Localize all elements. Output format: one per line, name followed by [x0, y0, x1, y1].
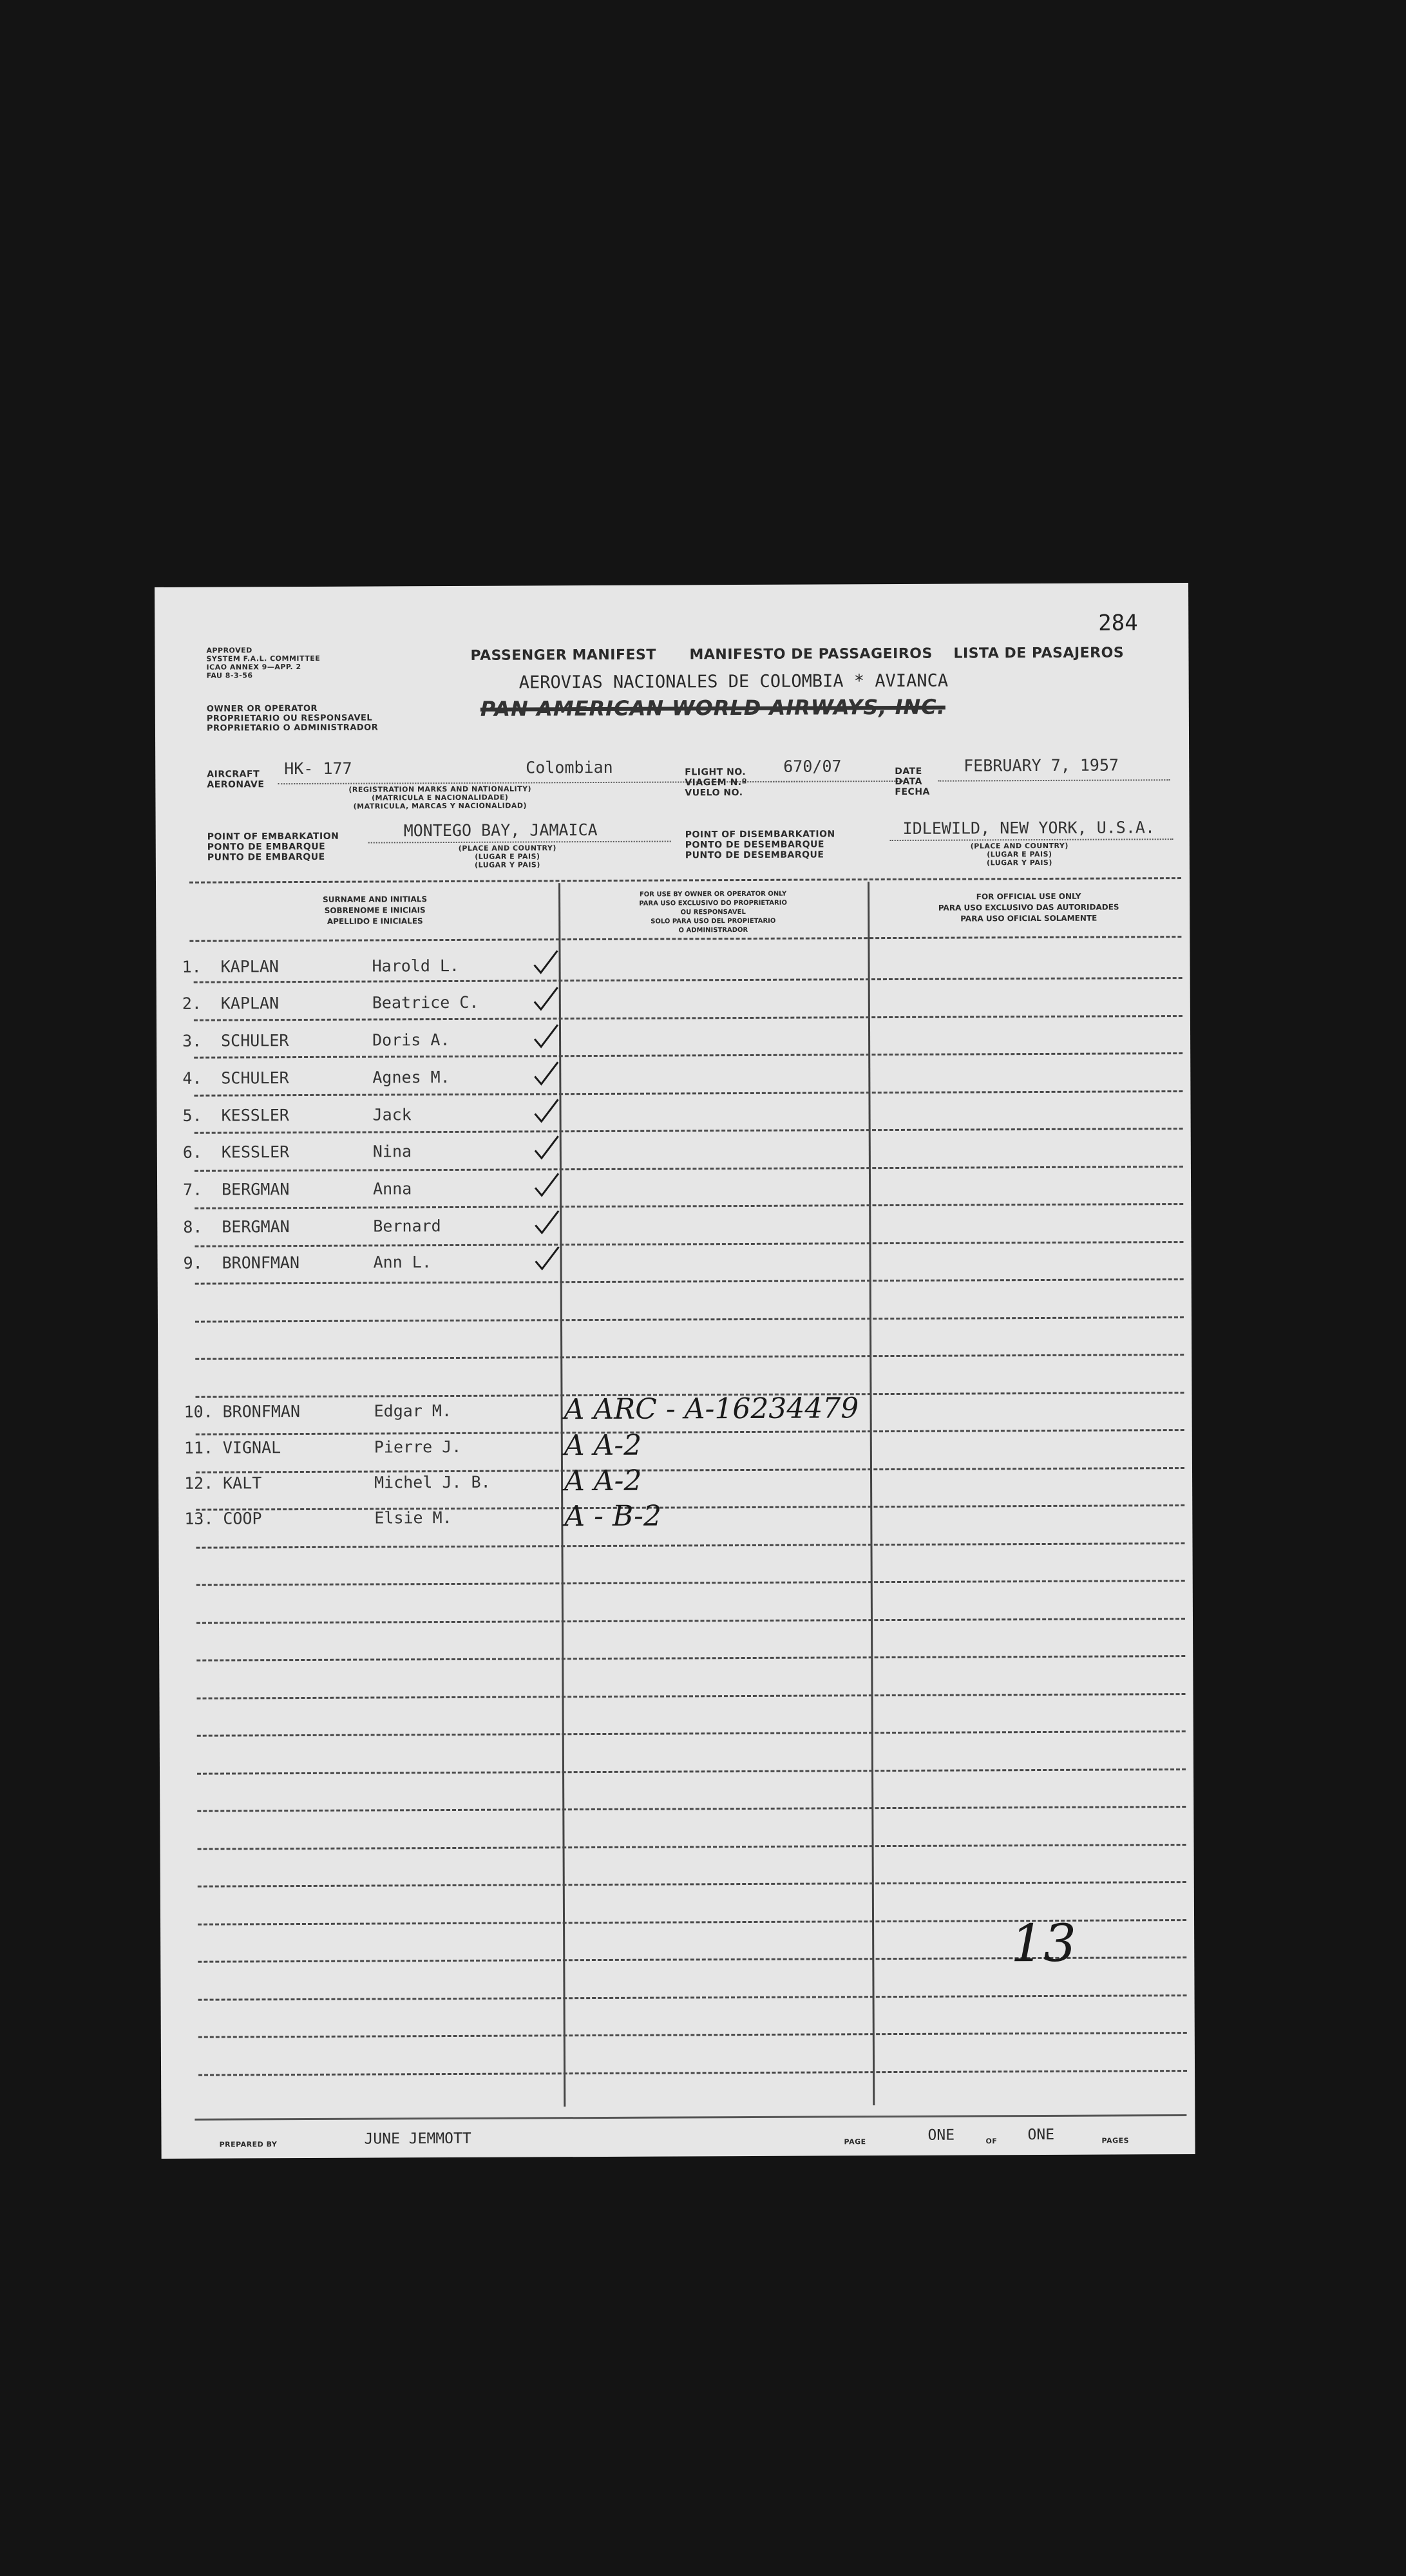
col1-header-es: APELLIDO E INICIALES [327, 916, 423, 926]
date-label-es: FECHA [895, 786, 930, 797]
checkmark-icon [534, 1245, 560, 1271]
flight-label-pt: VIAGEM N.º [685, 777, 748, 788]
flight-number-value: 670/07 [783, 757, 842, 776]
flight-underline [770, 781, 906, 782]
owner-label-pt: PROPRIETARIO OU RESPONSAVEL [206, 713, 373, 724]
place-note-pt: (LUGAR E PAIS) [987, 849, 1052, 859]
date-label-pt: DATA [895, 776, 923, 787]
passenger-surname: KAPLAN [220, 994, 280, 1013]
checkmark-icon [534, 1172, 560, 1198]
row-rule [197, 1806, 1186, 1812]
date-label [895, 766, 930, 797]
passenger-surname: KESSLER [221, 1142, 290, 1162]
checkmark-icon [533, 1061, 559, 1086]
place-note-es: (LUGAR Y PAIS) [475, 860, 540, 869]
place-note-en: (PLACE AND COUNTRY) [970, 841, 1069, 851]
flight-label-en: FLIGHT NO. [685, 766, 746, 778]
row-rule [196, 1504, 1184, 1511]
row-rule [194, 977, 1183, 983]
passenger-given-names: Jack [372, 1105, 412, 1124]
col2-header-line: FOR USE BY OWNER OR OPERATOR ONLY [639, 890, 787, 898]
passenger-surname: KAPLAN [220, 957, 279, 976]
title-en: PASSENGER MANIFEST [470, 647, 656, 664]
checkmark-icon [533, 1098, 559, 1124]
passenger-surname: BERGMAN [222, 1180, 290, 1199]
approval-line: ICAO ANNEX 9—APP. 2 [206, 663, 301, 672]
passenger-given-names: Beatrice C. [372, 992, 479, 1012]
passenger-manifest-form [155, 583, 1195, 2159]
row-rule [198, 2070, 1187, 2076]
passenger-surname: SCHULER [221, 1068, 289, 1088]
passenger-given-names: Ann L. [373, 1253, 432, 1272]
handwritten-total: 13 [1010, 1913, 1077, 1974]
pages-label: PAGES [1101, 2136, 1130, 2145]
col2-header-line: O ADMINISTRADOR [678, 926, 748, 934]
col-header-official [877, 891, 1180, 925]
row-number: 11. [184, 1438, 214, 1457]
place-note-es: (LUGAR Y PAIS) [987, 858, 1052, 867]
approval-line: APPROVED [206, 646, 252, 655]
footer-rule [195, 2114, 1186, 2121]
col2-header-line: SOLO PARA USO DEL PROPIETARIO [651, 917, 776, 925]
embarkation-value: MONTEGO BAY, JAMAICA [403, 820, 598, 840]
passenger-given-names: Anna [373, 1179, 412, 1198]
col2-header-line: OU RESPONSAVEL [680, 909, 746, 916]
place-note-en: (PLACE AND COUNTRY) [458, 844, 556, 853]
row-rule [195, 1278, 1184, 1285]
passenger-given-names: Elsie M. [374, 1508, 452, 1528]
header-bottom-rule [189, 936, 1181, 942]
row-rule [196, 1655, 1185, 1662]
title-es: LISTA DE PASAJEROS [953, 645, 1125, 662]
passenger-given-names: Nina [372, 1142, 412, 1161]
row-rule [194, 1052, 1183, 1059]
table-top-rule [189, 877, 1181, 884]
col3-header-es: PARA USO OFICIAL SOLAMENTE [960, 913, 1097, 923]
page-value: ONE [927, 2126, 955, 2144]
disembarkation-place-note [971, 842, 1069, 867]
row-rule [196, 1467, 1184, 1473]
embarkation-label-en: POINT OF EMBARKATION [207, 831, 339, 842]
row-number: 9. [183, 1253, 203, 1273]
disembarkation-label-pt: PONTO DE DESEMBARQUE [685, 839, 824, 851]
row-rule [198, 1994, 1187, 2001]
col-header-names [220, 893, 529, 927]
disembarkation-label-en: POINT OF DISEMBARKATION [685, 829, 835, 840]
aircraft-value: HK- 177 [284, 759, 352, 779]
passenger-given-names: Doris A. [372, 1030, 450, 1050]
operator-handwritten-note: A A-2 [564, 1428, 642, 1463]
passenger-surname: BRONFMAN [222, 1253, 300, 1273]
row-number: 2. [182, 994, 202, 1013]
row-number: 7. [183, 1180, 203, 1199]
row-rule [197, 1730, 1186, 1737]
owner-label-es: PROPRIETARIO O ADMINISTRADOR [206, 723, 379, 734]
checkmark-icon [533, 1023, 559, 1049]
embarkation-label-pt: PONTO DE EMBARQUE [207, 841, 326, 853]
row-number: 6. [182, 1142, 203, 1162]
flight-label [685, 767, 747, 798]
disembarkation-label-es: PUNTO DE DESEMBARQUE [685, 849, 824, 861]
col3-header-pt: PARA USO EXCLUSIVO DAS AUTORIDADES [938, 902, 1119, 913]
prepared-by-label: PREPARED BY [219, 2140, 278, 2149]
date-underline [938, 779, 1170, 782]
row-number: 10. [184, 1402, 213, 1421]
row-number: 3. [182, 1031, 202, 1050]
row-rule [195, 1128, 1183, 1134]
row-rule [196, 1429, 1184, 1435]
passenger-surname: SCHULER [221, 1031, 289, 1050]
passenger-surname: BRONFMAN [222, 1402, 301, 1421]
row-number: 13. [184, 1509, 214, 1528]
row-rule [195, 1203, 1183, 1209]
operator-handwritten-note: A - B-2 [564, 1499, 662, 1533]
registration-note [348, 784, 531, 810]
passenger-surname: VIGNAL [222, 1438, 281, 1457]
page-label: PAGE [844, 2137, 866, 2146]
owner-label-en: OWNER OR OPERATOR [206, 703, 318, 714]
passenger-given-names: Pierre J. [374, 1437, 462, 1457]
prepared-by-value: JUNE JEMMOTT [364, 2130, 471, 2148]
checkmark-icon [533, 949, 558, 975]
disembarkation-label [685, 829, 835, 860]
page-number: 284 [1098, 610, 1138, 636]
of-label: OF [985, 2137, 998, 2146]
row-rule [196, 1580, 1185, 1586]
aircraft-label [207, 769, 264, 790]
col1-header-pt: SOBRENOME E INICIAIS [324, 905, 426, 915]
embarkation-place-note [459, 844, 556, 869]
date-label-en: DATE [895, 766, 922, 777]
owner-label [207, 703, 378, 733]
row-rule [195, 1316, 1184, 1323]
passenger-given-names: Agnes M. [372, 1068, 450, 1087]
operator-handwritten-note: A ARC - A-16234479 [564, 1392, 859, 1426]
row-rule [198, 2032, 1187, 2038]
col-header-operator [568, 889, 858, 936]
row-rule [198, 1844, 1186, 1850]
registration-note-en: (REGISTRATION MARKS AND NATIONALITY) [348, 784, 532, 794]
passenger-surname: KALT [223, 1473, 262, 1493]
operator-line-2-struck: PAN AMERICAN WORLD AIRWAYS, INC. [480, 694, 945, 721]
row-rule [194, 1090, 1183, 1097]
checkmark-icon [534, 1209, 560, 1235]
registration-note-es: (MATRICULA, MARCAS Y NACIONALIDAD) [353, 801, 527, 811]
row-rule [196, 1542, 1184, 1549]
passenger-surname: COOP [223, 1509, 262, 1528]
aircraft-label-pt: AERONAVE [207, 779, 265, 790]
row-rule [197, 1768, 1186, 1775]
col3-header-en: FOR OFFICIAL USE ONLY [976, 891, 1081, 902]
approval-block [206, 646, 320, 680]
operator-handwritten-note: A A-2 [564, 1464, 642, 1498]
col2-header-line: PARA USO EXCLUSIVO DO PROPRIETARIO [639, 899, 787, 907]
passenger-surname: KESSLER [221, 1106, 290, 1125]
checkmark-icon [533, 986, 559, 1012]
embarkation-label-es: PUNTO DE EMBARQUE [207, 851, 325, 863]
row-rule [194, 1015, 1183, 1021]
flight-label-es: VUELO NO. [685, 788, 743, 799]
row-number: 12. [184, 1473, 214, 1493]
of-pages-value: ONE [1027, 2126, 1055, 2144]
checkmark-icon [534, 1135, 560, 1160]
passenger-surname: BERGMAN [222, 1217, 290, 1236]
place-note-pt: (LUGAR E PAIS) [475, 852, 540, 861]
embarkation-label [207, 831, 339, 863]
row-rule [196, 1618, 1185, 1624]
approval-line: FAU 8-3-56 [206, 671, 253, 680]
passenger-given-names: Harold L. [372, 956, 460, 976]
passenger-given-names: Bernard [373, 1217, 441, 1236]
row-rule [197, 1693, 1186, 1700]
aircraft-label-en: AIRCRAFT [207, 769, 260, 780]
row-rule [195, 1241, 1183, 1247]
title-pt: MANIFESTO DE PASSAGEIROS [689, 645, 933, 663]
disembarkation-value: IDLEWILD, NEW YORK, U.S.A. [902, 818, 1155, 838]
disembarkation-underline [890, 838, 1173, 841]
row-rule [195, 1354, 1184, 1360]
date-value: FEBRUARY 7, 1957 [964, 755, 1119, 775]
row-number: 5. [182, 1106, 202, 1125]
row-number: 1. [182, 957, 202, 976]
passenger-given-names: Edgar M. [374, 1401, 452, 1421]
embarkation-underline [368, 841, 671, 844]
operator-line-1: AEROVIAS NACIONALES DE COLOMBIA * AVIANCA [518, 670, 949, 693]
approval-line: SYSTEM F.A.L. COMMITTEE [206, 654, 321, 663]
row-rule [198, 1881, 1186, 1888]
row-rule [195, 1166, 1183, 1172]
col1-header-en: SURNAME AND INITIALS [323, 895, 428, 904]
passenger-given-names: Michel J. B. [374, 1472, 491, 1492]
registration-note-pt: (MATRICULA E NACIONALIDADE) [372, 793, 509, 802]
row-number: 8. [183, 1217, 203, 1236]
nationality-value: Colombian [526, 757, 613, 777]
row-number: 4. [182, 1068, 202, 1088]
